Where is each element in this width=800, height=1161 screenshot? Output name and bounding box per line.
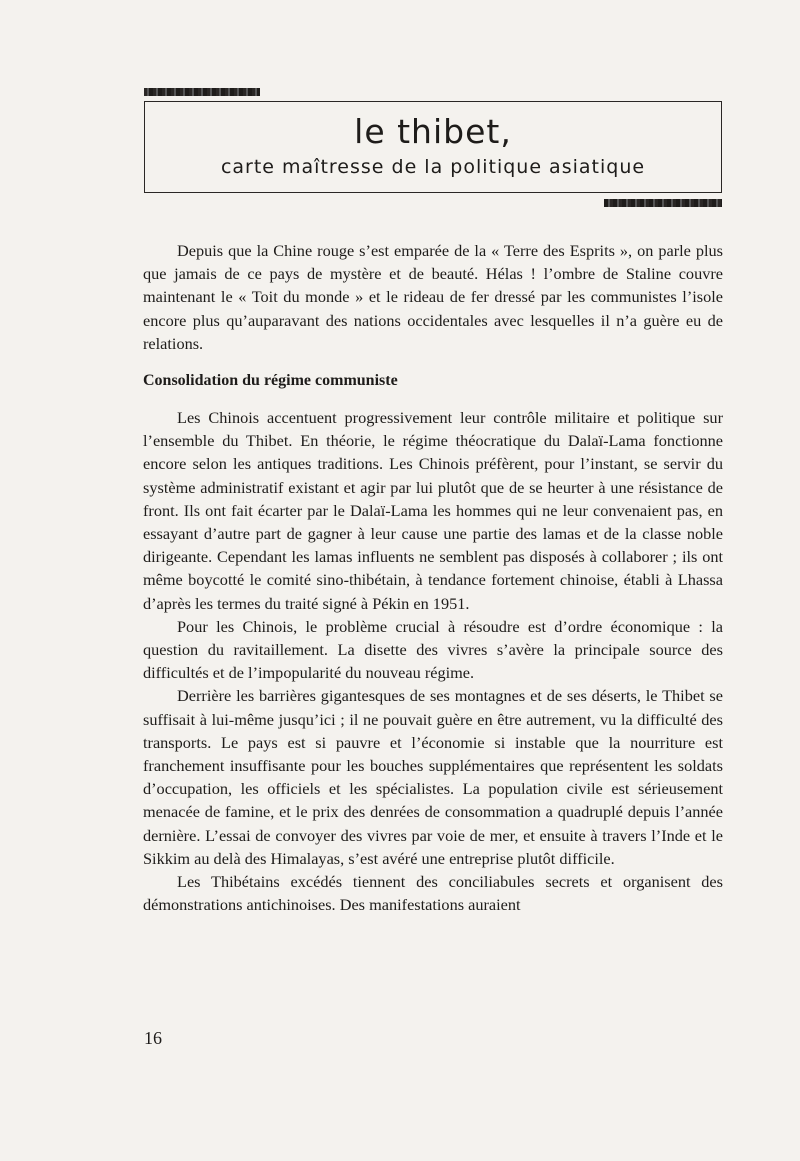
page-number: 16 [144,1028,162,1048]
paragraph: Pour les Chinois, le problème crucial à résoudre est d’ordre économique : la question du ravitaillement. La disette des vivres s’avère la principale source des difficultés et de l’impopularité du nouveau régime. [143,616,723,683]
paragraph: Derrière les barrières gigantesques de ses montagnes et de ses déserts, le Thibet se suffisait à lui-même jusqu’ici ; il ne pouvait guère en être autrement, vu la difficulté des transports. Le pays est si pauvre et l’économie si instable que la nourriture est franchement insuffisante pour les bouches supplémentaires que représentent les soldats d’occupation, les officiels et les spécialistes. La population civile est sérieusement menacée de famine, et le prix des denrées de consommation a quadruplé depuis l’année dernière. L’essai de convoyer des vivres par voie de mer, et ensuite à travers l’Inde et le Sikkim au delà des Himalayas, s’est avéré une entreprise plutôt difficile. [143,686,723,868]
intro-paragraph: Depuis que la Chine rouge s’est emparée de la « Terre des Esprits », on parle plus que jamais de ce pays de mystère et de beauté. Hélas ! l’ombre de Staline couvre maintenant le « Toit du monde » et le rideau de fer dressé par les communistes l’isole encore plus qu’auparavant des nations occidentales avec lesquelles il n’a guère eu de relations. [143,241,723,353]
paragraph: Les Thibétains excédés tiennent des conciliabules secrets et organisent des démonstrations antichinoises. Des manifestations auraient [143,872,723,915]
page-title: le thibet, [354,112,512,151]
intro-block [143,239,723,355]
page-subtitle: carte maîtresse de la politique asiatique [220,156,646,178]
article-body [143,406,723,916]
title-box [144,101,722,193]
title-ornament-top [144,88,260,96]
paragraph: Les Chinois accentuent progressivement leur contrôle militaire et politique sur l’ensemble du Thibet. En théorie, le régime théocratique du Dalaï-Lama fonctionne encore selon les antiques traditions. Les Chinois préfèrent, pour l’instant, se servir du système administratif existant et agir par lui plutôt que de se heurter à une résistance de front. Ils ont fait écarter par le Dalaï-Lama les hommes qui ne leur convenaient pas, en essayant d’autre part de gagner à leur cause une partie des lamas et de la classe noble dirigeante. Cependant les lamas influents ne semblent pas disposés à collaborer ; ils ont même boycotté le comité sino-thibétain, à tendance fortement chinoise, établi à Lhassa d’après les termes du traité signé à Pékin en 1951. [143,408,723,613]
section-heading: Consolidation du régime communiste [143,372,398,389]
title-ornament-bottom [604,199,722,207]
